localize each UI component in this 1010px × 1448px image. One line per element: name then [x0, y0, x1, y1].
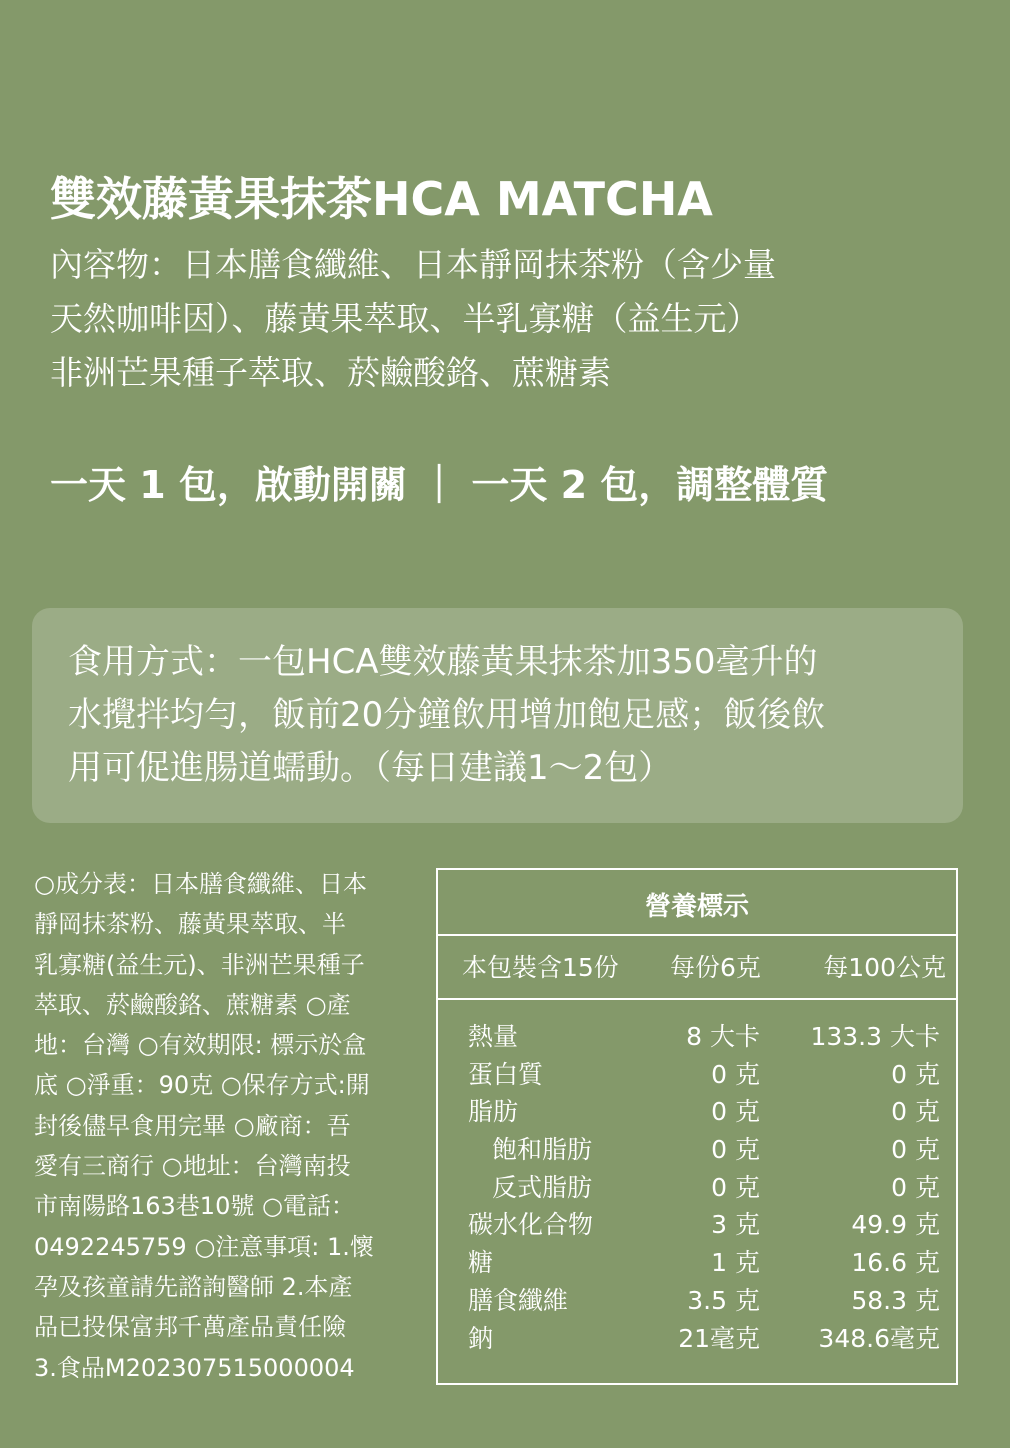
product-title: 雙效藤黃果抹茶HCA MATCHA: [50, 172, 713, 226]
nutrition-rows: [438, 1018, 956, 1357]
nutrient-name: 蛋白質: [468, 1059, 544, 1089]
usage-line: 水攪拌均勻，飯前20分鐘飲用增加飽足感；飯後飲: [68, 695, 826, 735]
per-100g-value: 133.3 大卡: [810, 1022, 940, 1051]
servings-per-pack: 本包裝含15份: [462, 953, 619, 982]
per-serving-value: 0 克: [711, 1097, 760, 1127]
details-line: 底 ○淨重：90克 ○保存方式:開: [34, 1071, 370, 1100]
per-serving-value: 21毫克: [678, 1323, 760, 1353]
details-line: 乳寡糖(益生元)、非洲芒果種子: [34, 950, 365, 979]
contents-line: 天然咖啡因）、藤黃果萃取、半乳寡糖（益生元）: [50, 299, 760, 338]
per-100g-header: 每100公克: [823, 953, 946, 982]
nutrition-row: [438, 1169, 956, 1207]
per-serving-value: 3 克: [711, 1210, 760, 1240]
per-serving-value: 1 克: [711, 1248, 760, 1278]
nutrition-header: [438, 936, 956, 1000]
contents-line: 非洲芒果種子萃取、菸鹼酸鉻、蔗糖素: [50, 353, 611, 392]
per-100g-value: 0 克: [891, 1172, 940, 1202]
nutrition-row: [438, 1282, 956, 1320]
per-100g-value: 0 克: [891, 1135, 940, 1165]
serving-size: 每份6克: [670, 953, 761, 982]
per-100g-value: 348.6毫克: [818, 1323, 940, 1353]
per-100g-value: 16.6 克: [851, 1248, 940, 1278]
details-line: 品已投保富邦千萬產品責任險: [34, 1313, 346, 1342]
nutrient-name: 反式脂肪: [492, 1172, 593, 1202]
contents-paragraph: [50, 238, 950, 400]
usage-line: 食用方式：一包HCA雙效藤黃果抹茶加350毫升的: [68, 642, 818, 682]
nutrient-name: 飽和脂肪: [492, 1135, 593, 1165]
nutrition-table: [436, 868, 958, 1385]
details-line: 0492245759 ○注意事項: 1.懷: [34, 1232, 374, 1261]
contents-line: 內容物：日本膳食纖維、日本靜岡抹茶粉（含少量: [50, 245, 776, 284]
details-line: ○成分表：日本膳食纖維、日本: [34, 870, 367, 898]
nutrition-row: [438, 1131, 956, 1169]
nutrition-row: [438, 1244, 956, 1282]
nutrient-name: 膳食纖維: [468, 1285, 569, 1315]
nutrition-row: [438, 1206, 956, 1244]
nutrition-row: [438, 1056, 956, 1094]
per-serving-value: 0 克: [711, 1059, 760, 1089]
nutrition-row: [438, 1093, 956, 1131]
nutrient-name: 糖: [468, 1248, 494, 1278]
details-line: 3.食品M202307515000004: [34, 1353, 355, 1382]
nutrient-name: 碳水化合物: [468, 1210, 594, 1240]
details-line: 孕及孩童請先諮詢醫師 2.本產: [34, 1272, 353, 1301]
details-line: 封後儘早食用完畢 ○廠商：吾: [34, 1111, 351, 1140]
nutrient-name: 脂肪: [468, 1097, 519, 1127]
product-details: [34, 864, 426, 1388]
details-line: 萃取、菸鹼酸鉻、蔗糖素 ○產: [34, 990, 351, 1019]
nutrient-name: 鈉: [468, 1323, 494, 1353]
details-line: 市南陽路163巷10號 ○電話：: [34, 1192, 355, 1221]
per-100g-value: 58.3 克: [851, 1285, 940, 1315]
per-100g-value: 0 克: [891, 1097, 940, 1127]
details-line: 地：台灣 ○有效期限: 標示於盒: [34, 1031, 367, 1060]
per-serving-value: 8 大卡: [686, 1022, 760, 1051]
per-100g-value: 49.9 克: [851, 1210, 940, 1240]
slogan: 一天 1 包，啟動開關 ｜ 一天 2 包，調整體質: [50, 463, 829, 507]
usage-instructions: [68, 636, 958, 795]
nutrient-name: 熱量: [468, 1022, 519, 1051]
usage-line: 用可促進腸道蠕動。（每日建議1～2包）: [68, 748, 673, 788]
nutrition-row: [438, 1320, 956, 1358]
per-serving-value: 0 克: [711, 1172, 760, 1202]
details-line: 愛有三商行 ○地址：台灣南投: [34, 1152, 351, 1181]
details-line: 靜岡抹茶粉、藤黃果萃取、半: [34, 910, 346, 939]
per-100g-value: 0 克: [891, 1059, 940, 1089]
per-serving-value: 0 克: [711, 1135, 760, 1165]
nutrition-row: [438, 1018, 956, 1056]
per-serving-value: 3.5 克: [687, 1285, 760, 1315]
nutrition-title: 營養標示: [438, 870, 956, 936]
